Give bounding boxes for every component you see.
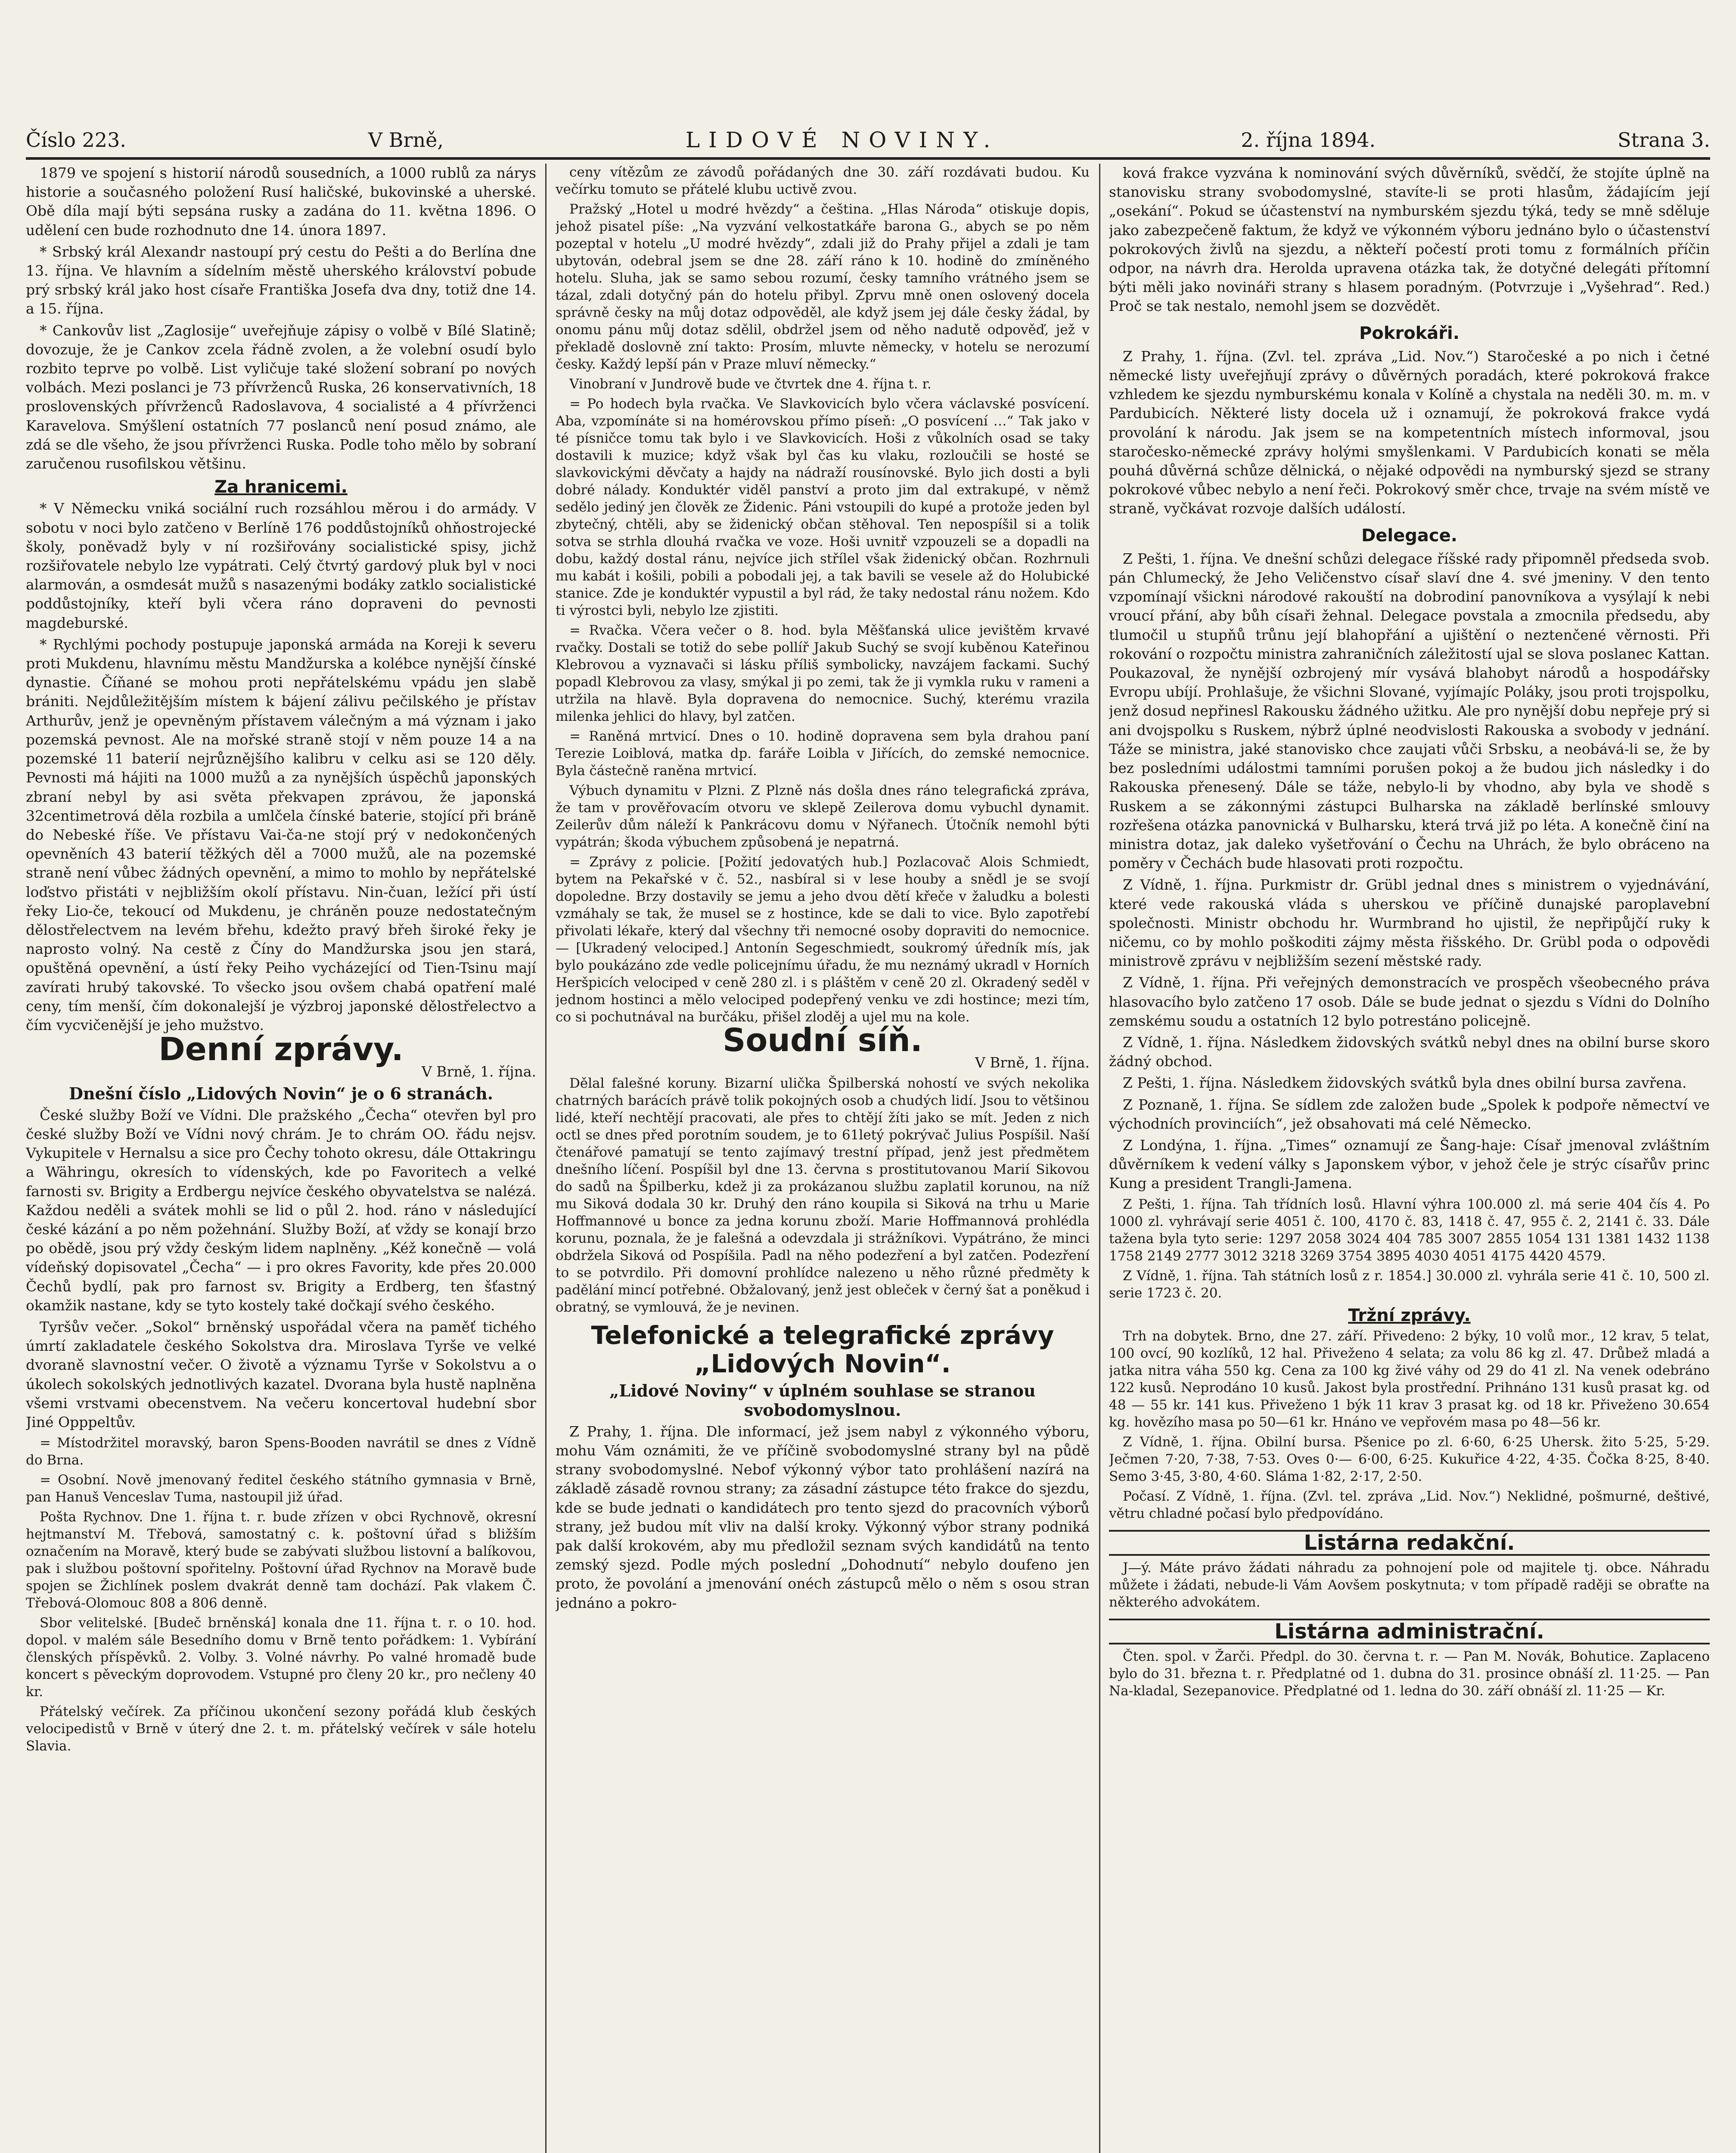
- article-text: * V Německu vniká sociální ruch rozsáhlou měrou i do armády. V sobotu v noci bylo zatčeno v Berlíně 176 poddůstojníků ohňostrojecké školy, poněvadž byly v ní rozšiřovány socialistické spisy, jichž rozšiřovatele nebylo lze vypátrati. Celý čtvrtý gardový pluk byl v noci alarmován, a osmdesát mužů s nasazenými bodáky zatklo socialistické poddůstojníky, kteří byli včera ráno dopraveni do pevnosti magdeburské.: [26, 500, 536, 631]
- article-text: Výbuch dynamitu v Plzni. Z Plzně nás došla dnes ráno telegrafická zpráva, že tam v prověřovacím otvoru ve sklepě Zeilerova domu vybuchl dynamit. Zeilerův dům náleží k Pankrácovu domu v Nýřanech. Útočník nemohl býti vypátrán; škoda výbuchem způsobená je nepatrná.: [556, 783, 1090, 850]
- section-heading: Pokrokáři.: [1359, 323, 1460, 343]
- dateline: V Brně, 1. října.: [975, 1054, 1090, 1071]
- section-heading: Tržní zprávy.: [1348, 1305, 1471, 1325]
- article-text: Počasí. Z Vídně, 1. října. (Zvl. tel. zpráva „Lid. Nov.“) Neklidné, pošmurné, deštivé, větru chladné počasí bylo předpovídáno.: [1109, 1488, 1710, 1521]
- article-text: Z Pešti, 1. října. Ve dnešní schůzi delegace říšské rady připomněl předseda svob. pán Chlumecký, že Jeho Veličenstvo císař slaví dne 4. své jmeniny. V den tento vzpomínají všickni národové rakouští na dobrodiní panovníkova a vysýlají k nebi vroucí přání, aby bůh císaři žehnal. Delegace povstala a zmocnila předsedu, aby tlumočil u stupňů trůnu její blahopřání a ujištění o neztenčené věrnosti. Při rokování o rozpočtu ministra zahraničních záležitostí ujal se slova poslanec Kattan. Poukazoval, že nynější ozbrojený mír vysává blahobyt národů a hospodářsky Evropu ubíjí. Prohlašuje, že všichni Slované, vyjímajíc Poláky, jsou proti trojspolku, jenž dosud nepřinesl Rakousku žádného užitku. Ale pro nynější dobu nepřeje prý si ani dvojspolku s Ruskem, nýbrž úplné neodvislosti Rakouska a svobody v jednání. Táže se ministra, jaké stanovisko chce zaujati vůči Srbsku, a neobává-li se, že by bez posledními událostmi tamními porušen pokoj a že budou jich následky i do Rakouska přenesený. Dále se táže, nebylo-li by vhodno, aby byla ve shodě s Ruskem a se zákonnými zástupci Bulharska na základě berlínské smlouvy rozřešena otázka panovnická v Bulharsku, která trvá již po léta. A konečně činí na ministra dotaz, jak daleko vyšetřování o Čechu na Uhrách, že bylo obráceno na poměry v Čechách bude hlasovati proti rozpočtu.: [1109, 550, 1710, 872]
- article-text: Z Prahy, 1. října. Dle informací, jež jsem nabyl z výkonného výboru, mohu Vám oznámiti, že ve příčině svobodomyslné strany byl na půdě strany svobodomyslné. Nebof výkonný výbor tato prohlášení nazírá na základě zásadě rovnou strany; za zásadní zástupce této frakce do sjezdu, kde se bude jednati o kandidátech pro tento sjezd do pracovních výborů strany, jež budou mít vliv na další kroky. Výkonný výbor strany podniká pak další krokovém, aby mu předložil seznam svých kandidátů na tento zemský sjezd. Podle mých poslední „Dohodnutí“ nebylo doufeno jen proto, že povolání a jmenování onéch zástupců mělo o něm s osou stran jednáno a pokro-: [556, 1423, 1090, 1611]
- column-3: [1109, 164, 1710, 2153]
- article-text: Trh na dobytek. Brno, dne 27. září. Přivedeno: 2 býky, 10 volů mor., 12 krav, 5 telat, 100 ovcí, 90 kozlíků, 12 hal. Přiveženo 4 selata; za volu 86 kg zl. 47. Drůbež mladá a jatka nitra váha 550 kg. Cena za 100 kg živé váhy od 29 do 41 zl. Na venek odebráno 122 kusů. Neprodáno 10 kusů. Jakost byla prostřední. Prihnáno 131 kusů prasat kg. od 48 — 55 kr. 141 kus. Přiveženo 1 býk 11 krav 3 prasat kg. od 18 kr. Přiveženo 30.654 kg. hovězího masa po 50—61 kr. Hnáno ve vepřovém masa po 48—56 kr.: [1109, 1328, 1710, 1430]
- section-heading: Listárna redakční.: [1109, 1530, 1710, 1556]
- article-text: ková frakce vyzvána k nominování svých důvěrníků, svědčí, že stojíte úplně na stanovisku strany svobodomyslné, stavíte-li se proti hlasům, žádajícím její „osekání“. Pokud se účastenství na nymburském sjezdu týká, tedy se mně sděluje jako zabezpečeně faktum, že když ve výkonném výboru jednáno bylo o účastenství pokrokových živlů na sjezdu, a někteří počestí proti tomu z formálních příčin odpor, na návrh dra. Herolda upravena otázka tak, že dotyčné delegáti přítomní býti měli jako novináři strany s hlasem poradným. (Potvrzuje i „Vyšehrad“. Red.) Proč se tak nestalo, nemohl jsem se dozvědět.: [1109, 164, 1710, 315]
- article-text: = Raněná mrtvicí. Dnes o 10. hodině dopravena sem byla drahou paní Terezie Loiblová, matka dp. faráře Loibla v Jiřících, do zemské nemocnice. Byla částečně raněna mrtvicí.: [556, 729, 1090, 779]
- article-text: 1879 ve spojení s historií národů sousedních, a 1000 rublů za nárys historie a současného položení Rusí haličské, bukovinské a uherské. Obě díla mají býti sepsána rusky a zadána do 11. května 1896. O udělení cen bude rozhodnuto dne 14. února 1897.: [26, 164, 536, 239]
- article-text: = Osobní. Nově jmenovaný ředitel českého státního gymnasia v Brně, pan Hanuš Venceslav Tuma, nastoupil již úřad.: [26, 1472, 536, 1505]
- section-title: Denní zprávy.: [158, 1031, 404, 1068]
- column-2: [556, 164, 1090, 2153]
- article-text: = Po hodech byla rvačka. Ve Slavkovicích bylo včera václavské posvícení. Aba, vzpomínáte si na homérovskou přímo píseň: „O posvícení …“ Tak jako v té písničce tomu tak bylo i ve Slavkovicích. Hoši z vůkolních osad se taky dostavili k muzice; když však byl čas ku vlaku, rozloučili se hosté se slavkovickými děvčaty a hajdy na nádraží rousínovské. Bylo jich dosti a byli dobré nálady. Konduktér viděl panství a proto jim dal extrakupé, v němž sedělo jediný jen člověk ze Židenic. Páni vstoupili do kupé a protože jeden byl zbytečný, chtěli, aby se židenický občan stěhoval. Ten nepospíšil si a tolik sotva se strhla dlouhá rvačka ve voze. Hoši uvnitř vzpouzeli se a dopadli na dobu, každý dostal ránu, nejvíce jich střílel však židenický občan. Rozhrnuli mu kabát i košili, pobili a pobodali jej, a tak bavili se vesele až do Holubické stanice. Zde je konduktér vypustil a byl rád, že taky nedostal ránu nožem. Kdo ti výrostci byli, nebylo lze zjistiti.: [556, 396, 1090, 618]
- article-text: = Zprávy z policie. [Požití jedovatých hub.] Pozlacovač Alois Schmiedt, bytem na Pekařské v č. 52., nasbíral si v lese houby a snědl je se svojí dopoledne. Brzy dostavily se jemu a jeho dvou dětí křeče v žaludku a bolesti vzmáhaly se tak, že musel se z hostince, kde se dali to vice. Bylo zapotřebí přivolati lékaře, který dal všechny tři nemocné osoby dopraviti do nemocnice. — [Ukradený velociped.] Antonín Segeschmiedt, soukromý úředník mís, jak bylo poukázáno zde vedle policejnímu úřadu, že mu neznámý ukradl v Horních Heršpicích velociped v ceně 280 zl. i s pláštěm v ceně 20 zl. Okradený seděl v jednom hostinci a mělo velociped podepřený venku ve zdi hostince; mezi tím, co si pochutnával na burčáku, přišel zloděj a ujel mu na kole.: [556, 854, 1090, 1025]
- article-text: ceny vítězům ze závodů pořádaných dne 30. září rozdávati budou. Ku večírku tomuto se přátelé klubu uctivě zvou.: [556, 164, 1090, 197]
- article-text: Z Londýna, 1. října. „Times“ oznamují ze Šang-haje: Císař jmenoval zvláštním důvěrníkem k vedení války s Japonskem výbor, v jehož čele je strýc císařův princ Kung a president Trangli-Jamena.: [1109, 1136, 1710, 1192]
- section-heading: Za hranicemi.: [214, 477, 348, 497]
- article-text: Pražský „Hotel u modré hvězdy“ a čeština. „Hlas Národa“ otiskuje dopis, jehož pisatel píše: „Na vyzvání velkostatkáře barona G., abych se po něm pozeptal v hotelu „U modré hvězdy“, zdali již do Prahy přijel a zdali je tam ubytován, odebral jsem se dne 28. září ráno k 10. hodině do zmíněného hotelu. Sluha, jak se samo sebou rozumí, česky tamního vrátného jsem se tázal, zdali dotyčný pán do hotelu přibyl. Zprvu mně onen oslovený docela správně česky na můj dotaz odpověděl, ale když jsem jej dále česky žádal, by onomu pánu můj dotaz sdělil, obdržel jsem od něho nadutě odpověď, jež v překladě doslovně zní takto: Prosím, mluvte německy, v hotelu se nerozumí česky. Každý lepší pán v Praze mluví německy.“: [556, 202, 1090, 372]
- article-text: Z Pešti, 1. října. Následkem židovských svátků byla dnes obilní bursa zavřena.: [1123, 1074, 1687, 1092]
- article-text: Z Pešti, 1. října. Tah třídních losů. Hlavní výhra 100.000 zl. má serie 404 čís 4. Po 1000 zl. vyhrávají serie 4051 č. 100, 4170 č. 83, 1418 č. 47, 955 č. 2, 2141 č. 33. Dále tažena byla tyto serie: 1297 2058 3024 404 785 3007 2855 1054 131 1381 1432 1138 1758 2149 2777 3012 3218 3269 3754 3895 4030 4051 4175 4420 4579.: [1109, 1196, 1710, 1264]
- article-text: * Rychlými pochody postupuje japonská armáda na Koreji k severu proti Mukdenu, hlavnímu městu Mandžurska a kolébce nynější čínské dynastie. Číňané se mohou proti nepřátelskému vpádu jen slabě brániti. Nejdůležitějším místem k bájení zálivu pečilského je přístav Arthurův, jenž je opevněným přístavem válečným a má význam i jako pozemská pevnost. Ale na mořské straně stojí v něm pouze 14 a na pozemské 11 baterií nejrůznějšího kalibru v celku asi se 120 děly. Pevnosti má hájiti na 1000 mužů a za nynějších úspěchů japonských zbraní nebyl by asi světa překvapen zprávou, že japonská 32centimetrová děla rozbila a umlčela čínské baterie, stojící při bráně do Nebeské říše. Ve přístavu Vai-ča-ne stojí prý v nedokončených opevněních 43 baterií těžkých děl a 7000 mužů, ale na pozemské straně není vůbec žádných opevnění, a mimo to mohlo by nepřátelské loďstvo přistáti v nejbližším okolí přístavu. Nin-čuan, ležící při ústí řeky Lio-če, tekoucí od Mukdenu, je chráněn pouze nedostatečným dělostřelectvem na levém břehu, kdežto pravý břeh široké řeky je naprosto volný. Na cestě z Číny do Mandžurska jsou jen stará, opuštěná opevnění, a ústí řeky Peiho vycházející od Tien-Tsinu mají zavírati hrubý takovské. To všecko jsou ovšem chabá opatření malé ceny, tím menší, čím dokonalejší je výzbroj japonské dělostřelectvo a čím vycvičenější je jeho mužstvo.: [26, 636, 536, 1033]
- article-text: Přátelský večírek. Za příčinou ukončení sezony pořádá klub českých velocipedistů v Brně v úterý dne 2. t. m. přátelský večírek v sále hotelu Slavia.: [26, 1704, 536, 1754]
- article-text: Z Vídně, 1. října. Purkmistr dr. Grübl jednal dnes s ministrem o vyjednávání, které vede rakouská vláda s uherskou ve příčině dunajské paroplavební společnosti. Ministr obchodu hr. Wurmbrand ho ujistil, že nepřipůjčí ruky k ničemu, co by mohlo poškoditi zájmy města řišského. Dr. Grübl poda o odpovědi ministrově zprávu v nejbližším sezení městské rady.: [1109, 876, 1710, 970]
- article-text: Pošta Rychnov. Dne 1. října t. r. bude zřízen v obci Rychnově, okresní hejtmanství M. Třebová, samostatný c. k. poštovní úřad s bližším označením na Moravě, který bude se zabývati službou listovní a balíkovou, pak i službou poštovní spořitelny. Poštovní úřad Rychnov na Moravě bude spojen se Žichlínek poslem dvakrát denně tam dochází. Pak vlakem Č. Třebová-Olomouc 808 a 806 denně.: [26, 1509, 536, 1611]
- article-text: = Rvačka. Včera večer o 8. hod. byla Měšťanská ulice jevištěm krvavé rvačky. Dostali se totiž do sebe pollíř Jakub Suchý se svojí kuběnou Kateřinou Klebrovou a vyznavači si lásku příliš symbolicky, navzájem fackami. Suchý popadl Klebrovou za vlasy, smýkal ji po zemi, tak že ji vymkla ruku v rameni a utržila na hlavě. Byla dopravena do nemocnice. Suchý, kterému vrazila milenka jehlici do hlavy, byl zatčen.: [556, 623, 1090, 724]
- page-header: [26, 123, 1710, 160]
- dateline: V Brně, 1. října.: [421, 1063, 536, 1080]
- article-text: Z Vídně, 1. října. Obilní bursa. Pšenice po zl. 6·60, 6·25 Uhersk. žito 5·25, 5·29. Ječmen 7·20, 7·38, 7·53. Oves 0·— 6·00, 6·25. Kukuřice 4·22, 4·35. Čočka 8·25, 8·40. Semo 3·45, 3·80, 4·60. Sláma 1·82, 2·17, 2·50.: [1109, 1434, 1710, 1484]
- article-text: Čten. spol. v Žarči. Předpl. do 30. června t. r. — Pan M. Novák, Bohutice. Zaplaceno bylo do 31. března t. r. Předplatné od 1. dubna do 31. prosince obnáší zl. 11·25. — Pan Na-kladal, Sezepanovice. Předplatné od 1. ledna do 30. září obnáší zl. 11·25 — Kr.: [1109, 1649, 1710, 1699]
- article-text: České služby Boží ve Vídni. Dle pražského „Čecha“ otevřen byl pro české služby Boží ve Vídni nový chrám. Je to chrám OO. řádu nejsv. Vykupitele v Hernalsu a sice pro Čechy tohoto okresu, dále Ottakringu a Währingu, okresích to vídenských, kde po Favoritech a velké farnosti sv. Brigity a Erdbergu nejvíce českého obyvatelstva se nalézá. Každou neděli a svátek mohli se lid o půl 2. hod. ráno v následující české kázání a po něm požehnání. Služby Boží, ať vždy se konají brzo po obědě, jsou prý vždy českým lidem naplněny. „Kéž konečně — volá vídeňský dopisovatel „Čecha“ — i pro okres Favority, kde přes 20.000 Čechů bydlí, pak pro farnost sv. Brigity a Erdberg, ten šťastný okamžik nastane, kdy se tyto kostely také dočkají svého českého.: [26, 1106, 536, 1314]
- column-rule: [545, 164, 547, 2153]
- article-text: J—ý. Máte právo žádati náhradu za pohnojení pole od majitele tj. obce. Náhradu můžete i žádati, nebude-li Vám Aovšem poskytnuta; v tom případě raději se obraťte na některého advokátem.: [1109, 1560, 1710, 1610]
- article-text: Z Prahy, 1. října. (Zvl. tel. zpráva „Lid. Nov.“) Staročeské a po nich i četné německé listy uveřejňují zprávy o důvěrných poradách, které pokroková frakce vzhledem ke sjezdu nymburskému konala v Kolíně a chystala na neděli 30. m. m. v Pardubicích. Některé listy docela už i oznamují, že pokroková frakce vydá provolání k národu. Jak jsem se na kompetentních místech informoval, jsou staročesko-německé zprávy holými smyšlenkami. V Pardubicích konati se měla pouhá důvěrná schůze dělnická, o nějaké odpovědi na nymburský sjezd se strany pokrokové vůbec nebylo a není řeči. Pokrokový směr chce, trvaje na svém místě ve straně, vyčkávat rozvoje dalších událostí.: [1109, 347, 1710, 517]
- article-text: Dělal falešné koruny. Bizarní ulička Špilberská nohostí ve svých nekolika chatrných barácích právě tolik pokojných osob a chudých lidí. Jsou to většinou lidé, kteří nechtějí pracovati, ale přes to chtějí žíti jako se mít. Jeden z nich octl se dnes před porotním soudem, je to 61letý pokrývač Julius Pospíšil. Naší čtenářové pamatují se tento zajímavý trestní případ, jenž jest předmětem dnešního líčení. Pospíšil byl dne 13. června s prostitutovanou Marií Sikovou do sadů na Špilberku, kdež ji za prokázanou službu zaplatil korunou, na níž mu Siková dodala 30 kr. Druhý den ráno koupila si Siková na trhu u Marie Hoffmannové u bonce za jedna korunu zboží. Marie Hoffmannová prohlédla korunu, poznala, že je falešná a odevzdala ji strážníkovi. Vypátráno, že minci obdržela Siková od Pospíšila. Padl na něho podezření a byl zatčen. Podezření to se potvrdilo. Při domovní prohlídce nalezeno u něho různé předměty k padělání mincí potřebné. Obžalovaný, jenž jest obleček v černý šat a poněkud i obratný, se vymlouvá, že je nevinen.: [556, 1076, 1090, 1315]
- article-text: = Místodržitel moravský, baron Spens-Booden navrátil se dnes z Vídně do Brna.: [26, 1435, 536, 1468]
- column-1: [26, 164, 536, 2153]
- section-title: Soudní síň.: [723, 1022, 922, 1059]
- article-text: Z Vídně, 1. října. Tah státních losů z r. 1854.] 30.000 zl. vyhrála serie 41 č. 10, 500 zl. serie 1723 č. 20.: [1109, 1268, 1710, 1301]
- lead-notice: Dnešní číslo „Lidových Novin“ je o 6 stranách.: [68, 1083, 494, 1103]
- article-text: Sbor velitelské. [Budeč brněnská] konala dne 11. října t. r. o 10. hod. dopol. v malém sále Besedního domu v Brně tento pořádkem: 1. Vybírání členských příspěvků. 2. Volby. 3. Volné návrhy. Po valné hromadě bude koncert s pěveckým doprovodem. Vstupné pro členy 20 kr., pro nečleny 40 kr.: [26, 1615, 536, 1700]
- article-text: Tyršův večer. „Sokol“ brněnský uspořádal včera na paměť tichého úmrtí zakladatele českého Sokolstva dra. Miroslava Tyrše ve velké dvoraně slavnostní večer. O životě a významu Tyrše v Sokolstvu a o úkolech sokolských jednotlivých kazatel. Dvorana byla hustě naplněna všemi vrstvami obecenstvem. Na večeru koncertoval hudební sbor Jiné Opppeltův.: [26, 1318, 536, 1430]
- article-text: * Srbský král Alexandr nastoupí prý cestu do Pešti a do Berlína dne 13. října. Ve hlavním a sídelním městě uherského království pobude prý srbský král jako host císaře Františka Josefa dva dny, totiž dne 14. a 15. října.: [26, 243, 536, 317]
- issue-date: 2. října 1894.: [1241, 128, 1376, 152]
- section-heading: Listárna administrační.: [1109, 1619, 1710, 1644]
- column-rule: [1099, 164, 1100, 2153]
- city: V Brně,: [368, 128, 444, 152]
- lead-notice: „Lidové Noviny“ v úplném souhlase se stranou svobodomyslnou.: [609, 1381, 1036, 1420]
- article-text: * Cankovův list „Zaglosije“ uveřejňuje zápisy o volbě v Bílé Slatině; dovozuje, že je Cankov zcela řádně zvolen, a že volební osudí bylo rozbito teprve po volbě. List vyličuje také složení sobraní po nových volbách. Mezi poslanci je 73 přívrženců Ruska, 26 konservativních, 18 proslovenských přívrženců Radoslavova, 4 socialisté a 4 přívrženci Karavelova. Smýšlení ostatních 77 poslanců není posud známo, ale zdá se dle všeho, že jsou přívrženci Ruska. Podle toho mělo by sobraní zaručenou rusofilskou většinu.: [26, 322, 536, 472]
- section-heading: Delegace.: [1361, 525, 1457, 546]
- issue-number: Číslo 223.: [26, 128, 126, 152]
- masthead: LIDOVÉ NOVINY.: [685, 127, 999, 152]
- article-text: Vinobraní v Jundrově bude ve čtvrtek dne 4. října t. r.: [569, 376, 932, 392]
- article-text: Z Poznaně, 1. října. Se sídlem zde založen bude „Spolek k podpoře němectví ve východních provinciích“, jež obsahovati má celé Německo.: [1109, 1096, 1710, 1132]
- page-number: Strana 3.: [1618, 128, 1710, 152]
- section-title: Telefonické a telegrafické zprávy „Lidových Novin“.: [591, 1321, 1054, 1379]
- article-text: Z Vídně, 1. října. Následkem židovských svátků nebyl dnes na obilní burse skoro žádný obchod.: [1109, 1033, 1710, 1070]
- article-text: Z Vídně, 1. října. Při veřejných demonstracích ve prospěch všeobecného práva hlasovacího bylo zatčeno 17 osob. Dále se bude jednat o sjezdu s Vídni do Dolního zemskému soudu a ostatních 12 bylo potrestáno policejně.: [1109, 974, 1710, 1029]
